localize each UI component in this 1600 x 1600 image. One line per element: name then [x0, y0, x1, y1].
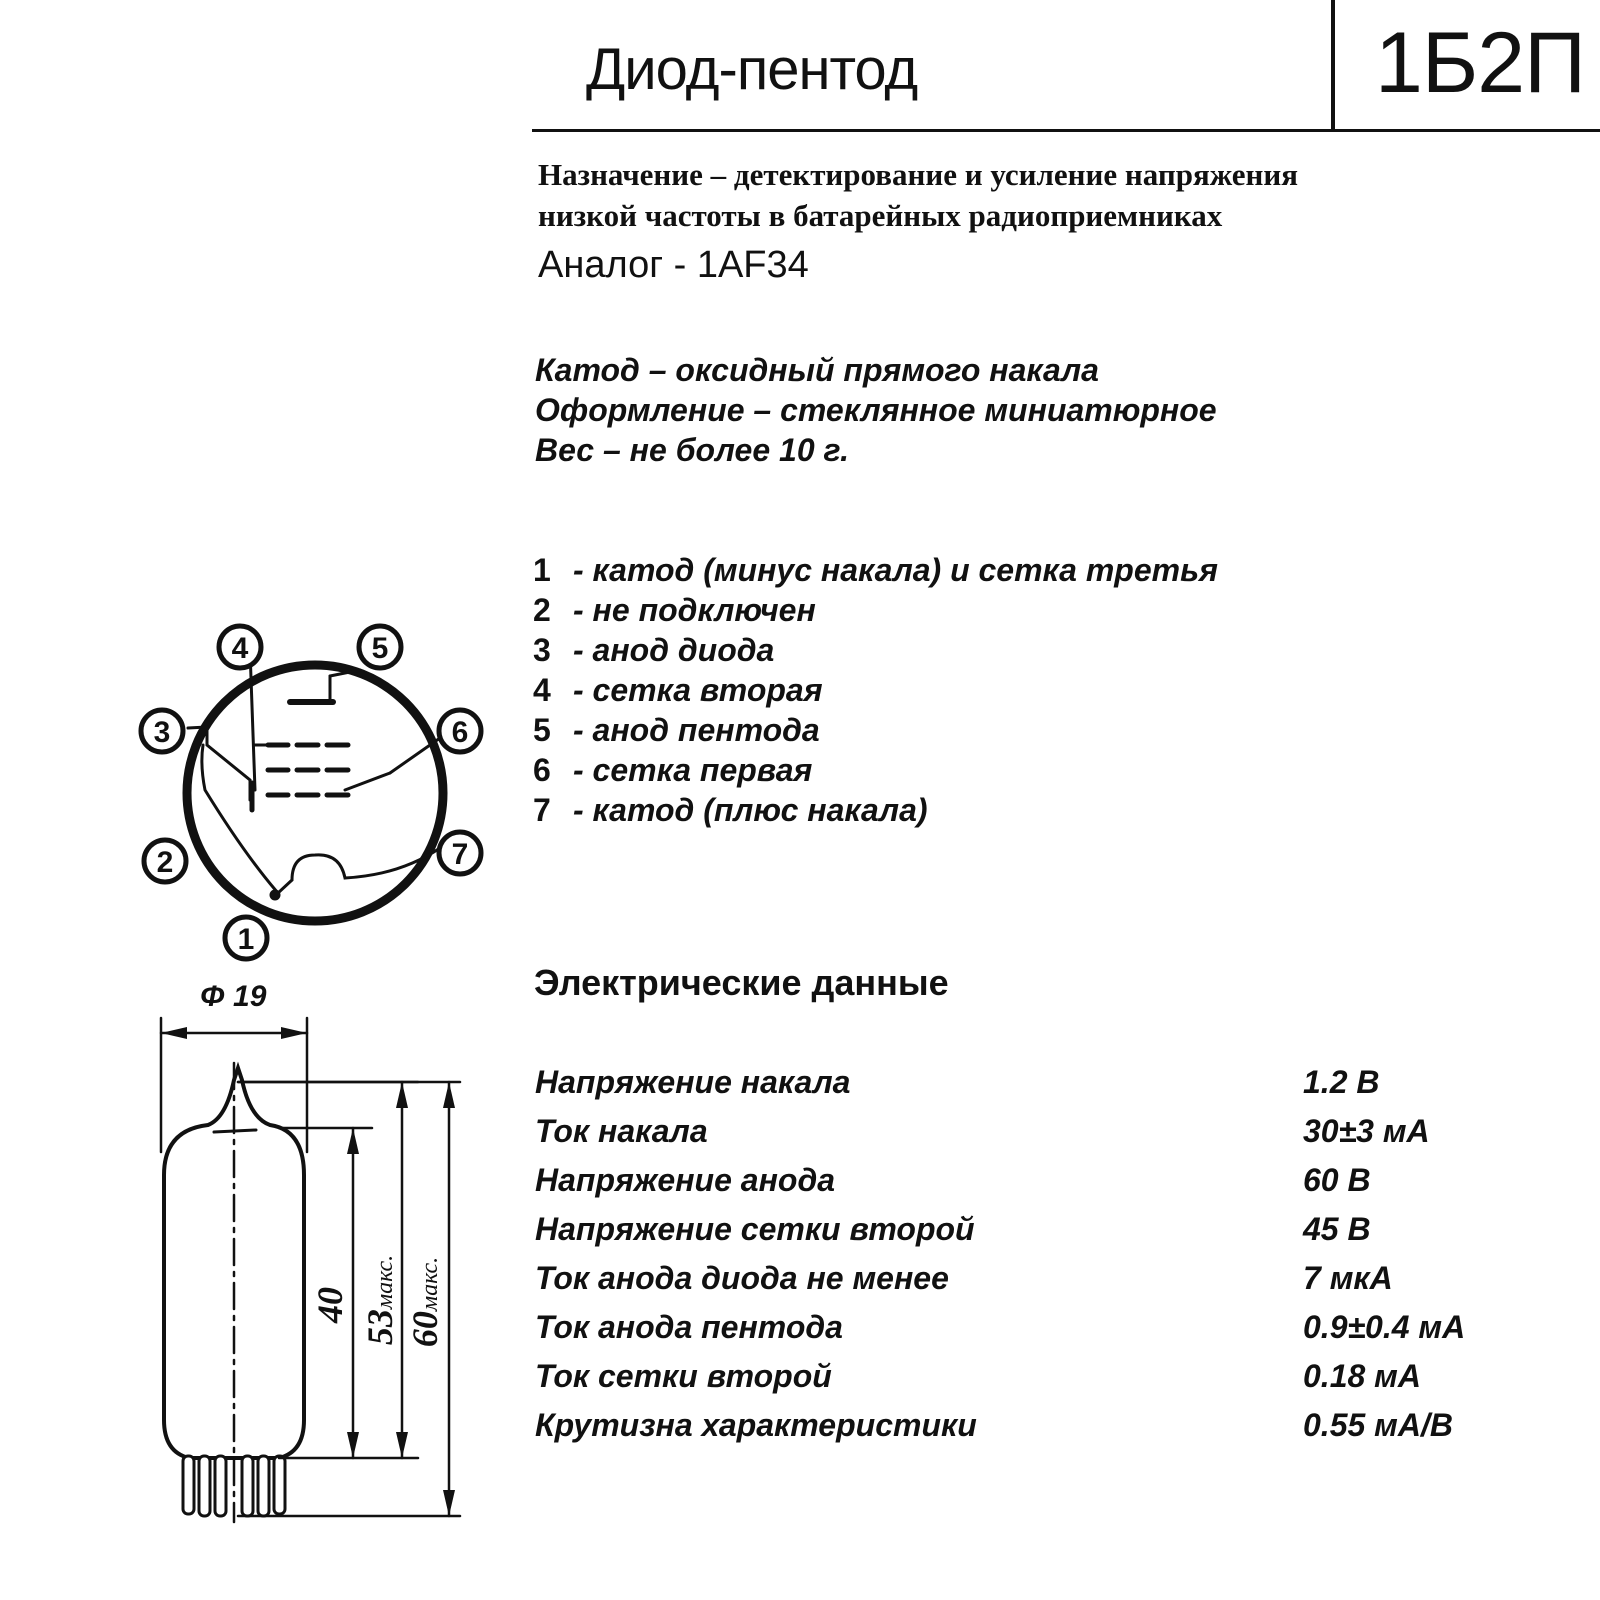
pin-number: 2 [533, 592, 551, 628]
pin-number: 3 [533, 632, 551, 668]
dim-53-value: 53 [360, 1309, 400, 1346]
tube-code: 1Б2П [1375, 15, 1585, 111]
pin-label: 6 [451, 716, 469, 749]
grid-electrodes [268, 745, 348, 795]
pin-label: 5 [371, 632, 389, 665]
pin-description: - сетка первая [573, 752, 813, 788]
dim-53-label [360, 1255, 400, 1345]
param-value: 0.55 мА/В [1303, 1407, 1453, 1443]
dim-60-suffix: макс. [417, 1256, 443, 1312]
dim-53-suffix: макс. [372, 1254, 398, 1310]
param-value: 30±3 мА [1303, 1113, 1430, 1149]
param-value: 45 В [1303, 1211, 1371, 1247]
dimension-lines [161, 1018, 460, 1516]
pin-label: 3 [153, 716, 171, 749]
dim-40-label: 40 [310, 1287, 350, 1323]
dim-60-label [405, 1257, 445, 1347]
pin-description: - не подключен [573, 592, 816, 628]
dim-60-value: 60 [405, 1311, 445, 1348]
purpose-line-2: низкой частоты в батарейных радиоприемниках [538, 198, 1223, 233]
param-name: Ток анода диода не менее [535, 1260, 949, 1296]
pin-number: 4 [533, 672, 551, 708]
param-name: Ток накала [535, 1113, 708, 1149]
pin-description: - катод (минус накала) и сетка третья [573, 552, 1218, 588]
pin-description: - анод пентода [573, 712, 820, 748]
dimension-labels [310, 1255, 445, 1347]
spec-weight: Вес – не более 10 г. [535, 432, 850, 468]
param-name: Крутизна характеристики [535, 1407, 977, 1443]
pin-label: 4 [231, 632, 249, 665]
param-value: 1.2 В [1303, 1064, 1380, 1100]
pin-number: 1 [533, 552, 551, 588]
pin-number: 7 [533, 792, 551, 828]
pin-description: - катод (плюс накала) [573, 792, 928, 828]
param-name: Ток сетки второй [535, 1358, 832, 1394]
getter-mark [214, 1130, 256, 1132]
purpose-line-1: Назначение – детектирование и усиление напряжения [538, 157, 1299, 192]
pinout-diagram [141, 626, 481, 959]
param-value: 7 мкА [1303, 1260, 1393, 1296]
param-name: Напряжение накала [535, 1064, 851, 1100]
junction-dot [270, 890, 280, 900]
analog-text: Аналог - 1AF34 [538, 244, 809, 286]
electrical-title: Электрические данные [534, 962, 949, 1003]
param-value: 0.9±0.4 мА [1303, 1309, 1466, 1345]
spec-cathode: Катод – оксидный прямого накала [535, 352, 1099, 388]
pin-description: - анод диода [573, 632, 775, 668]
param-name: Напряжение сетки второй [535, 1211, 975, 1247]
param-name: Ток анода пентода [535, 1309, 843, 1345]
spec-design: Оформление – стеклянное миниатюрное [535, 392, 1217, 428]
tube-side-view [161, 1018, 460, 1522]
diameter-label: Φ 19 [200, 980, 267, 1013]
pin-label: 7 [451, 838, 469, 871]
page-title: Диод-пентод [586, 37, 918, 102]
param-name: Напряжение анода [535, 1162, 836, 1198]
pin-number: 5 [533, 712, 551, 748]
pin-number: 6 [533, 752, 551, 788]
param-value: 60 В [1303, 1162, 1371, 1198]
pin-label: 1 [237, 923, 255, 956]
param-value: 0.18 мА [1303, 1358, 1421, 1394]
pin-label: 2 [156, 846, 174, 879]
pin-description: - сетка вторая [573, 672, 823, 708]
